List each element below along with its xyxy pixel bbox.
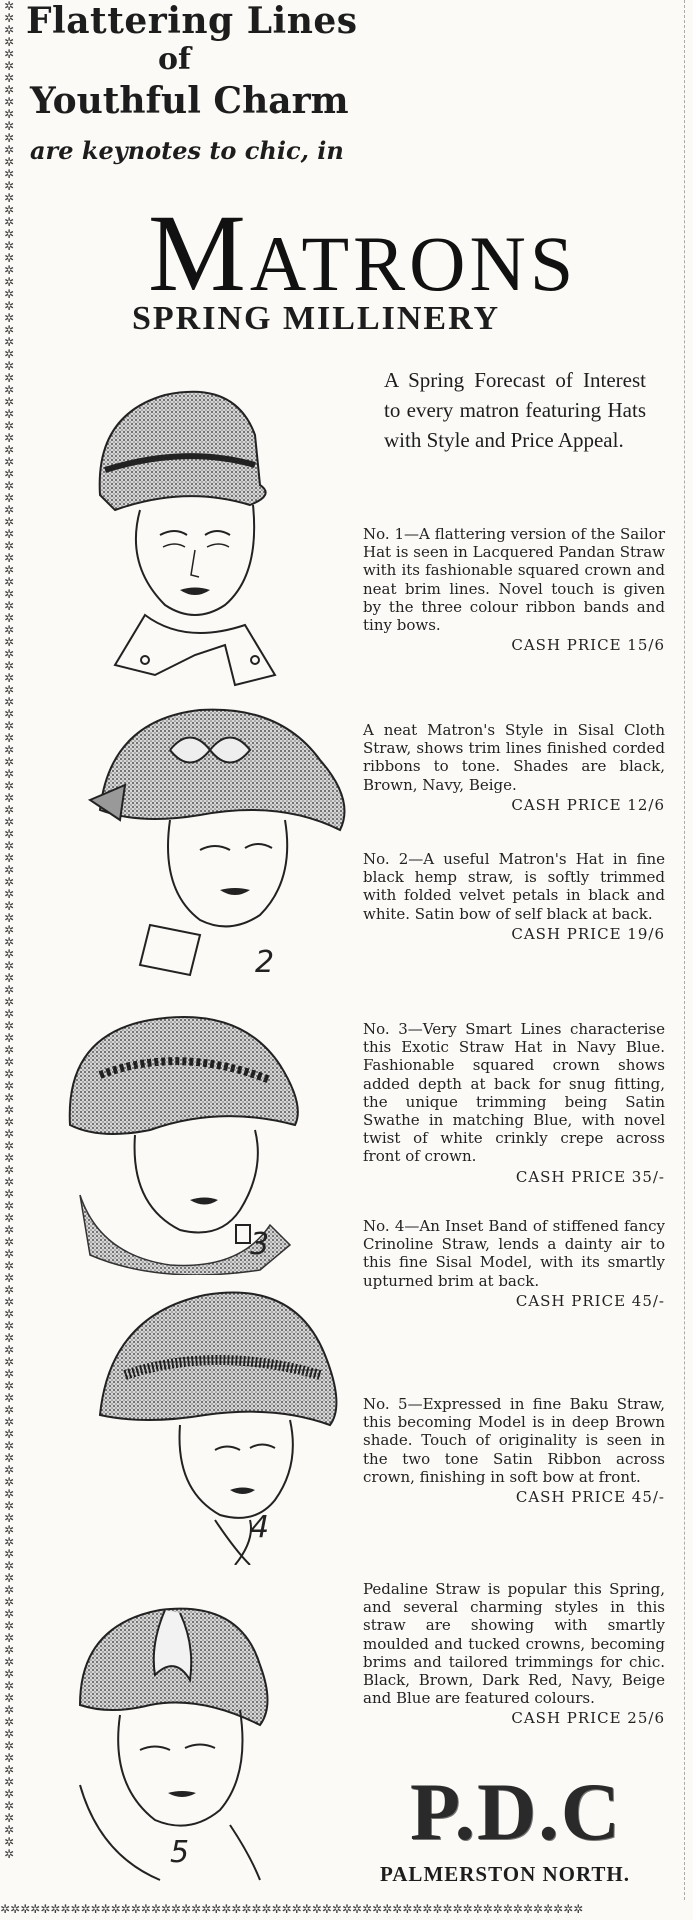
- hat-illustration-2: [80, 690, 360, 990]
- item-price: CASH PRICE 25/6: [511, 1709, 665, 1728]
- brand-rest: ATRONS: [249, 220, 578, 307]
- headline-line-2: of: [158, 42, 191, 77]
- figure-number-5: 5: [170, 1835, 190, 1870]
- ornamental-border-bottom: ✲✲✲✲✲✲✲✲✲✲✲✲✲✲✲✲✲✲✲✲✲✲✲✲✲✲✲✲✲✲✲✲✲✲✲✲✲✲✲✲✲✲✲✲✲✲✲✲✲✲✲✲✲✲✲✲✲✲: [0, 1902, 584, 1916]
- item-text: No. 4—An Inset Band of stiffened fancy Crinoline Straw, lends a dainty air to this fine Sisal Model, with its smartly upturned brim at back.: [363, 1217, 665, 1290]
- headline-line-3: Youthful Charm: [30, 80, 349, 122]
- hat-illustration-5: [60, 1585, 280, 1885]
- item-description-1: [363, 525, 665, 654]
- item-description-2: [363, 721, 665, 814]
- item-text: A neat Matron's Style in Sisal Cloth Straw, shows trim lines finished corded ribbons to tone. Shades are black, Brown, Navy, Beige.: [363, 721, 665, 794]
- brand-initial: M: [148, 192, 250, 314]
- ornamental-border-left: ✲✲✲✲✲✲✲✲✲✲✲✲✲✲✲✲✲✲✲✲✲✲✲✲✲✲✲✲✲✲✲✲✲✲✲✲✲✲✲✲✲✲✲✲✲✲✲✲✲✲✲✲✲✲✲✲✲✲✲✲✲✲✲✲✲✲✲✲✲✲✲✲✲✲✲✲✲✲✲✲✲✲✲✲✲✲✲✲✲✲✲✲✲✲✲✲✲✲✲✲✲✲✲✲✲✲✲✲✲✲✲✲✲✲✲✲✲✲✲✲✲✲✲✲✲✲✲✲✲✲✲✲✲✲✲✲✲✲✲✲✲✲✲✲✲✲✲✲✲✲✲✲✲✲✲: [3, 0, 15, 1861]
- item-text: No. 3—Very Smart Lines characterise this Exotic Straw Hat in Navy Blue. Fashionable squared crown shows added depth at back for snug fitting, the unique trimming being Satin Swathe in matching Blue, with novel twist of white crinkly crepe across front of crown.: [363, 1020, 665, 1166]
- item-price: CASH PRICE 15/6: [511, 636, 665, 655]
- headline-tagline: are keynotes to chic, in: [30, 136, 344, 165]
- dashed-border-right: [682, 0, 685, 1900]
- item-price: CASH PRICE 35/-: [515, 1167, 665, 1186]
- item-text: No. 5—Expressed in fine Baku Straw, this becoming Model is in deep Brown shade. Touch of originality is seen in the two tone Satin Ribbon across crown, finishing in soft bow at front.: [363, 1395, 665, 1486]
- item-text: No. 1—A flattering version of the Sailor Hat is seen in Lacquered Pandan Straw with its fashionable squared crown and neat brim lines. Novel touch is given by the three colour ribbon bands and tiny bows.: [363, 525, 665, 635]
- item-price: CASH PRICE 12/6: [511, 795, 665, 814]
- item-description-3: [363, 850, 665, 943]
- item-description-4: [363, 1020, 665, 1186]
- item-description-6: [363, 1395, 665, 1506]
- intro-text: A Spring Forecast of Interest to every matron featuring Hats with Style and Price Appeal.: [384, 368, 646, 452]
- item-text: No. 2—A useful Matron's Hat in fine black hemp straw, is softly trimmed with folded velvet petals in black and white. Satin bow of self black at back.: [363, 850, 665, 923]
- item-price: CASH PRICE 45/-: [515, 1488, 665, 1507]
- store-logo: P.D.C: [410, 1766, 622, 1857]
- brand-wordmark: [148, 190, 628, 317]
- item-price: CASH PRICE 19/6: [511, 924, 665, 943]
- store-location: PALMERSTON NORTH.: [380, 1862, 631, 1886]
- item-description-5: [363, 1217, 665, 1310]
- figure-number-2: 2: [255, 945, 275, 980]
- item-text: Pedaline Straw is popular this Spring, and several charming styles in this straw are showing with smartly moulded and tucked crowns, becoming brims and tailored trimmings for chic. Black, Brown, Dark Red, Navy, Beige and Blue are featured colours.: [363, 1580, 665, 1708]
- figure-number-3: 3: [250, 1227, 270, 1262]
- hat-illustration-4: [85, 1265, 345, 1565]
- subtitle: SPRING MILLINERY: [132, 300, 501, 337]
- figure-number-4: 4: [250, 1510, 270, 1545]
- item-price: CASH PRICE 45/-: [515, 1291, 665, 1310]
- item-description-7: [363, 1580, 665, 1728]
- hat-illustration-1: [75, 375, 305, 695]
- headline-line-1: Flattering Lines: [26, 0, 358, 42]
- hat-illustration-3: [40, 995, 330, 1275]
